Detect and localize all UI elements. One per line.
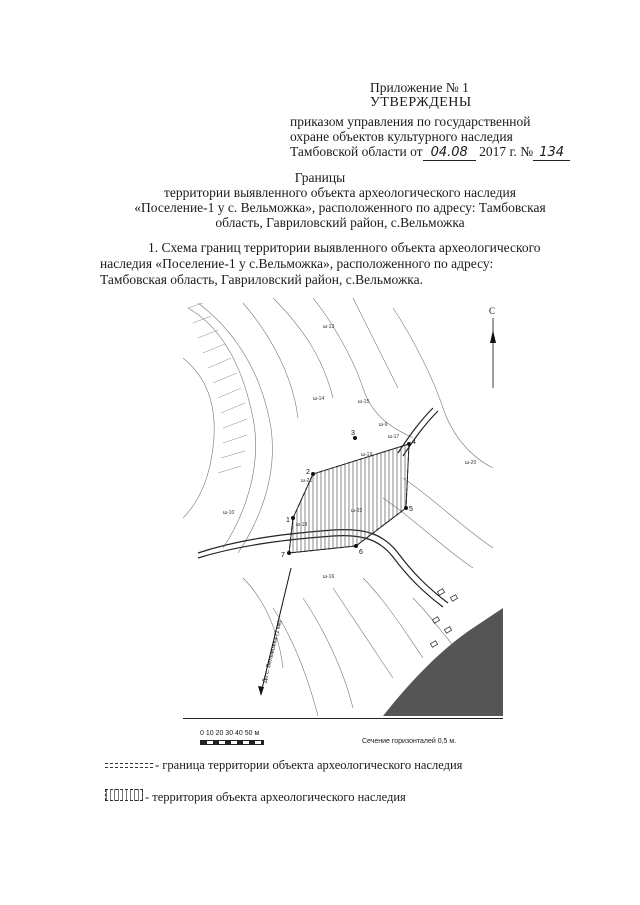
pit-label: ш-16: [323, 574, 335, 580]
point-label-3: 3: [351, 430, 355, 437]
boundary-point-6: [354, 544, 358, 548]
order-line-3: Тамбовской области от 04.08 2017 г. № 134: [290, 144, 570, 161]
pit-label: ш-20: [465, 460, 477, 466]
legend-boundary-sample: [105, 763, 153, 768]
title-borders: Границы: [294, 170, 346, 185]
title-line-2: территории выявленного объекта археологического наследия: [164, 185, 516, 200]
boundary-point-7: [287, 551, 291, 555]
order-date-handwritten: 04.08: [423, 145, 476, 161]
heritage-territory: [289, 444, 409, 553]
slope-hatching: [188, 303, 247, 473]
boundary-point-5: [404, 506, 408, 510]
legend-territory-sample: [105, 789, 143, 801]
pit-label: ш-9: [379, 422, 388, 428]
section-line-1: 1. Схема границ территории выявленного объекта археологического: [148, 240, 541, 255]
order-number-handwritten: 134: [533, 145, 570, 161]
point-label-7: 7: [281, 552, 285, 559]
boundary-point-2: [311, 472, 315, 476]
scale-bar: [200, 740, 264, 745]
appendix-label: Приложение № 1: [370, 80, 469, 95]
order-line-2: охране объектов культурного наследия: [290, 129, 513, 144]
legend-boundary-text: - граница территории объекта археологического наследия: [155, 758, 463, 772]
title-line-4: область, Гавриловский район, с.Вельможка: [215, 215, 465, 230]
pit-label: ш-17: [388, 434, 400, 440]
pit-label: ш-18: [296, 522, 308, 528]
section-line-2: наследия «Поселение-1 у с.Вельможка», расположенного по адресу:: [100, 256, 494, 271]
river: [383, 608, 503, 716]
pit-label: ш-13: [323, 324, 335, 330]
section-line-3: Тамбовская область, Гавриловский район, с.Вельможка.: [100, 272, 424, 287]
pit-label: ш-19: [361, 452, 373, 458]
title-line-3: «Поселение-1 у с. Вельможка», расположенного по адресу: Тамбовская: [134, 200, 546, 215]
map-bottom-border: [183, 718, 503, 719]
buildings: [430, 589, 457, 647]
point-label-5: 5: [409, 506, 413, 513]
approved-label: УТВЕРЖДЕНЫ: [370, 95, 472, 110]
road-label: До с. Вельможка (1 км): [262, 619, 284, 684]
site-boundary-map: [183, 298, 503, 716]
legend-territory-text: - территория объекта археологического наследия: [145, 790, 406, 804]
pit-label: ш-10: [223, 510, 235, 516]
pit-label: ш-15: [358, 399, 370, 405]
scale-bar-label: 0 10 20 30 40 50 м: [200, 730, 260, 737]
north-label: С: [489, 306, 496, 316]
contour-note: Сечение горизонталей 0,5 м.: [362, 738, 457, 745]
pit-label: ш-21: [301, 478, 313, 484]
point-label-4: 4: [412, 439, 416, 446]
point-label-1: 1: [286, 517, 290, 524]
pit-label: ш-14: [313, 396, 325, 402]
pit-label: ш-22: [351, 508, 363, 514]
boundary-point-1: [291, 516, 295, 520]
direction-arrow-icon: [258, 686, 264, 696]
point-label-2: 2: [306, 469, 310, 476]
order-line-1: приказом управления по государственной: [290, 114, 531, 129]
boundary-point-4: [407, 442, 411, 446]
point-label-6: 6: [359, 549, 363, 556]
